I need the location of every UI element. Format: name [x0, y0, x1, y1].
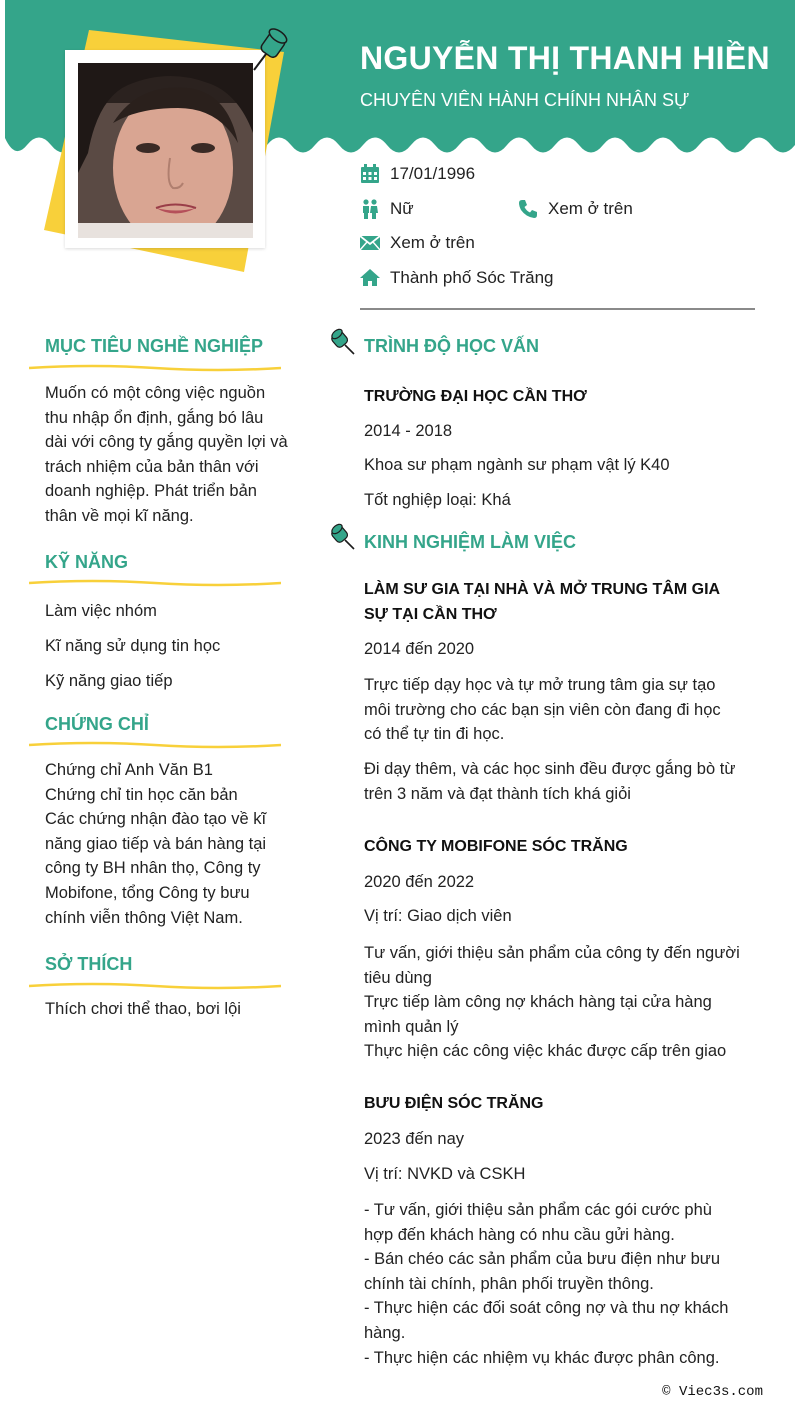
hobbies-title: SỞ THÍCH — [45, 954, 133, 974]
phone-text: Xem ở trên — [548, 199, 633, 218]
contact-divider — [360, 308, 755, 310]
certificates-list — [45, 758, 298, 930]
skill-item: Kỹ năng giao tiếp — [45, 672, 173, 690]
education-grade: Tốt nghiệp loại: Khá — [364, 491, 511, 509]
job-period: 2023 đến nay — [364, 1130, 465, 1148]
contact-gender — [360, 199, 414, 219]
job-description: - Tư vấn, giới thiệu sản phẩm các gói cước phù hợp đến khách hàng có nhu cầu gửi hàng. - Bán chéo các sản phẩm của bưu điện như bưu chính tài chính, phân phối truyền thông. - Thực hiện các đối soát công nợ và thu nợ khách hàng. - Thực hiện các nhiệm vụ khác được phân công. — [364, 1201, 729, 1367]
certificate-line: chính viễn thông Việt Nam. — [45, 908, 243, 927]
section-wave-divider — [29, 578, 281, 588]
objective-line: dài với công ty gắng quyền lợi và — [45, 433, 288, 452]
calendar-icon — [360, 164, 380, 184]
contact-birthday — [360, 164, 475, 184]
avatar — [78, 63, 253, 238]
job-company: LÀM SƯ GIA TẠI NHÀ VÀ MỞ TRUNG TÂM GIA SỰ TẠI CẦN THƠ — [364, 581, 720, 623]
job-company: CÔNG TY MOBIFONE SÓC TRĂNG — [364, 838, 628, 855]
objective-line: thân về mọi kĩ năng. — [45, 506, 194, 525]
candidate-name: NGUYỄN THỊ THANH HIỀN — [360, 40, 770, 76]
home-icon — [360, 268, 380, 288]
experience-title: KINH NGHIỆM LÀM VIỆC — [364, 532, 577, 552]
job-period: 2020 đến 2022 — [364, 873, 475, 891]
objective-title: MỤC TIÊU NGHỀ NGHIỆP — [45, 336, 264, 356]
education-period: 2014 - 2018 — [364, 422, 453, 440]
job-description: Tư vấn, giới thiệu sản phẩm của công ty đến người tiêu dùng Trực tiếp làm công nợ khách hàng tại cửa hàng mình quản lý Thực hiện các công việc khác được cấp trên giao — [364, 944, 740, 1061]
address-text: Thành phố Sóc Trăng — [390, 268, 554, 287]
pushpin-icon — [330, 327, 356, 355]
footer-credit: © Viec3s.com — [662, 1384, 763, 1400]
job-company: BƯU ĐIỆN SÓC TRĂNG — [364, 1095, 544, 1112]
skill-item: Kĩ năng sử dụng tin học — [45, 637, 221, 655]
certificate-item: Chứng chỉ Anh Văn B1 — [45, 761, 213, 779]
birthday-text: 17/01/1996 — [390, 164, 476, 183]
hobbies-text: Thích chơi thể thao, bơi lội — [45, 1000, 241, 1018]
objective-line: doanh nghiệp. Phát triển bản — [45, 482, 257, 501]
skill-item: Làm việc nhóm — [45, 602, 157, 620]
phone-icon — [518, 199, 538, 219]
education-title: TRÌNH ĐỘ HỌC VẤN — [364, 336, 539, 356]
education-school: TRƯỜNG ĐẠI HỌC CẦN THƠ — [364, 388, 587, 405]
contact-phone — [518, 199, 633, 219]
objective-text — [45, 381, 298, 529]
certificate-line: Mobifone, tổng Công ty bưu — [45, 883, 250, 902]
section-wave-divider — [29, 363, 281, 373]
pushpin-icon — [330, 522, 356, 550]
section-wave-divider — [29, 740, 281, 750]
certificate-line: công ty BH nhân thọ, Công ty — [45, 859, 261, 878]
gender-text: Nữ — [390, 199, 414, 218]
certificate-item: Chứng chỉ tin học căn bản — [45, 785, 238, 804]
pushpin-icon — [250, 26, 290, 72]
job-description: Đi dạy thêm, và các học sinh đều được gắng bò từ trên 3 năm và đạt thành tích khá giỏi — [364, 760, 736, 803]
certificate-line: năng giao tiếp và bán hàng tại — [45, 834, 267, 853]
job-period: 2014 đến 2020 — [364, 640, 475, 658]
email-text: Xem ở trên — [390, 233, 475, 252]
skills-title: KỸ NĂNG — [45, 552, 129, 572]
job-description: Trực tiếp dạy học và tự mở trung tâm gia sự tạo môi trường cho các bạn sịn viên còn đang đi học có thể tự tin đi học. — [364, 676, 721, 744]
contact-email — [360, 233, 475, 253]
education-major: Khoa sư phạm ngành sư phạm vật lý K40 — [364, 456, 670, 474]
profile-photo-card — [65, 50, 265, 248]
certificate-line: Các chứng nhận đào tạo về kĩ — [45, 810, 267, 829]
mail-icon — [360, 233, 380, 253]
objective-line: Muốn có một công việc nguồn — [45, 384, 266, 402]
section-wave-divider — [29, 981, 281, 991]
people-icon — [360, 199, 380, 219]
job-position: Vị trí: NVKD và CSKH — [364, 1165, 526, 1183]
objective-line: trách nhiệm của bản thân với — [45, 457, 259, 476]
job-position: Vị trí: Giao dịch viên — [364, 907, 512, 925]
contact-address — [360, 268, 554, 288]
certificates-title: CHỨNG CHỈ — [45, 714, 149, 734]
candidate-title: CHUYÊN VIÊN HÀNH CHÍNH NHÂN SỰ — [360, 90, 690, 110]
objective-line: thu nhập ổn định, gắng bó lâu — [45, 408, 264, 427]
